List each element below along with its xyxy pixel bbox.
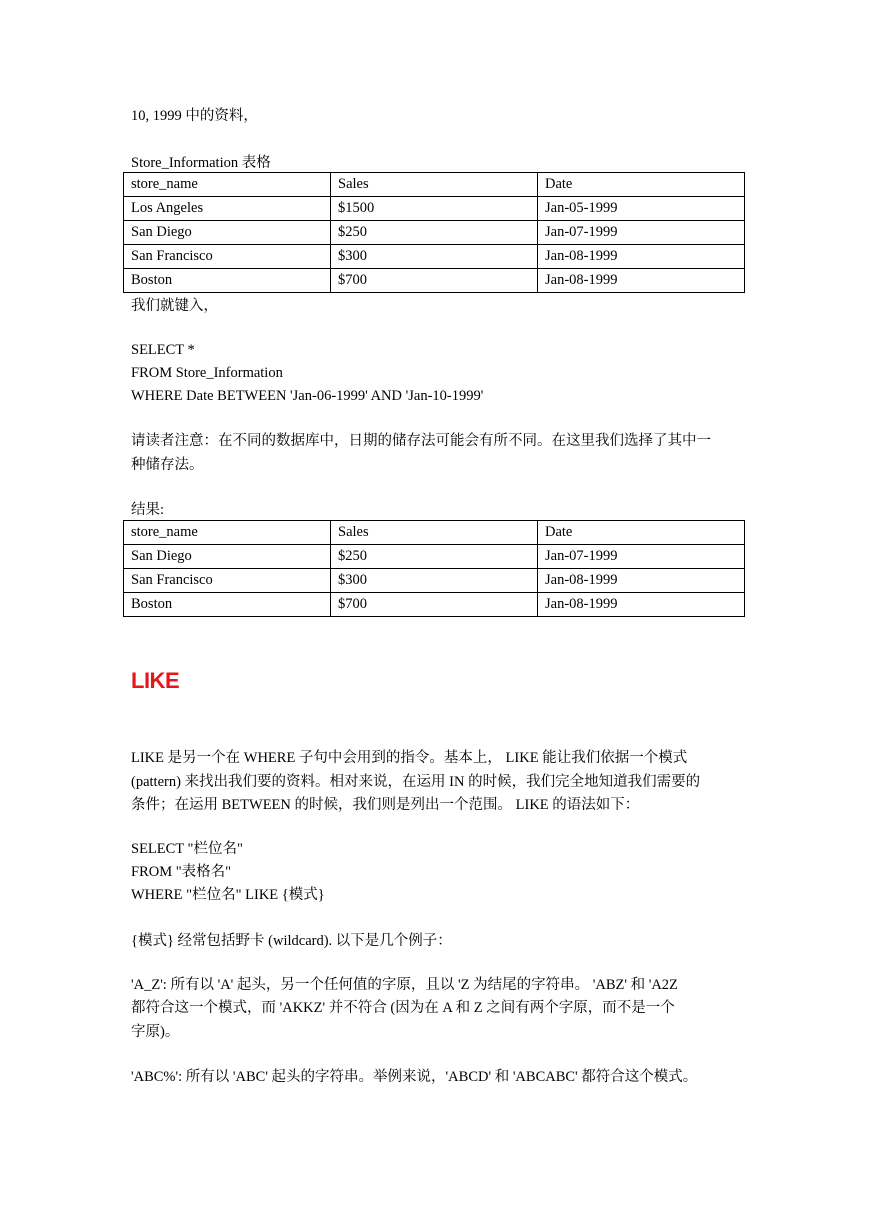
syntax-line: WHERE "栏位名" LIKE {模式} bbox=[131, 887, 325, 903]
table-header-row bbox=[124, 521, 745, 545]
table-cell: $700 bbox=[331, 593, 538, 617]
table-cell: San Diego bbox=[124, 545, 331, 569]
intro-text: 10, 1999 中的资料， bbox=[131, 108, 258, 124]
column-header: Sales bbox=[331, 521, 538, 545]
example-line: 都符合这一个模式，而 'AKKZ' 并不符合 (因为在 A 和 Z 之间有两个字原，而不是一个 bbox=[131, 1000, 675, 1016]
like-section-heading: LIKE bbox=[131, 668, 180, 693]
table-row bbox=[124, 569, 745, 593]
note-line: 请读者注意：在不同的数据库中，日期的储存法可能会有所不同。在这里我们选择了其中一 bbox=[131, 433, 711, 449]
table-cell: $300 bbox=[331, 569, 538, 593]
table-cell: Boston bbox=[124, 269, 331, 293]
syntax-line: FROM "表格名" bbox=[131, 864, 232, 880]
result-table bbox=[123, 520, 745, 617]
paragraph-line: LIKE 是另一个在 WHERE 子句中会用到的指令。基本上， LIKE 能让我们依据一个模式 bbox=[131, 750, 688, 766]
table-cell: San Francisco bbox=[124, 245, 331, 269]
table-cell: Los Angeles bbox=[124, 197, 331, 221]
table-cell: Jan-08-1999 bbox=[538, 569, 745, 593]
query-line: WHERE Date BETWEEN 'Jan-06-1999' AND 'Jan-10-1999' bbox=[131, 388, 484, 404]
table-cell: Boston bbox=[124, 593, 331, 617]
note-line: 种储存法。 bbox=[131, 457, 204, 473]
table-cell: Jan-08-1999 bbox=[538, 593, 745, 617]
table-row bbox=[124, 245, 745, 269]
table-cell: Jan-08-1999 bbox=[538, 269, 745, 293]
wildcard-intro: {模式} 经常包括野卡 (wildcard). 以下是几个例子： bbox=[131, 933, 452, 949]
table-cell: San Diego bbox=[124, 221, 331, 245]
table-cell: $700 bbox=[331, 269, 538, 293]
example-line: 'A_Z': 所有以 'A' 起头，另一个任何值的字原，且以 'Z 为结尾的字符串。 'ABZ' 和 'A2Z bbox=[131, 977, 678, 993]
table1-caption: Store_Information 表格 bbox=[131, 155, 271, 171]
table-cell: Jan-07-1999 bbox=[538, 221, 745, 245]
example-line: 字原)。 bbox=[131, 1024, 180, 1040]
syntax-line: SELECT "栏位名" bbox=[131, 841, 243, 857]
column-header: Date bbox=[538, 521, 745, 545]
table-cell: $300 bbox=[331, 245, 538, 269]
table-cell: Jan-05-1999 bbox=[538, 197, 745, 221]
column-header: Sales bbox=[331, 173, 538, 197]
table-row bbox=[124, 269, 745, 293]
paragraph-line: (pattern) 来找出我们要的资料。相对来说，在运用 IN 的时候，我们完全地知道我们需要的 bbox=[131, 774, 701, 790]
column-header: Date bbox=[538, 173, 745, 197]
table-row bbox=[124, 545, 745, 569]
table-cell: $250 bbox=[331, 545, 538, 569]
store-information-table bbox=[123, 172, 745, 293]
table-cell: Jan-08-1999 bbox=[538, 245, 745, 269]
table-row bbox=[124, 593, 745, 617]
query-line: FROM Store_Information bbox=[131, 365, 283, 381]
table-cell: San Francisco bbox=[124, 569, 331, 593]
table-row bbox=[124, 197, 745, 221]
table-cell: $1500 bbox=[331, 197, 538, 221]
query-line: SELECT * bbox=[131, 342, 195, 358]
table-cell: Jan-07-1999 bbox=[538, 545, 745, 569]
table-header-row bbox=[124, 173, 745, 197]
example-line: 'ABC%': 所有以 'ABC' 起头的字符串。举例来说，'ABCD' 和 'ABCABC' 都符合这个模式。 bbox=[131, 1069, 698, 1085]
table-cell: $250 bbox=[331, 221, 538, 245]
table-row bbox=[124, 221, 745, 245]
result-label: 结果: bbox=[131, 502, 165, 518]
column-header: store_name bbox=[124, 521, 331, 545]
after-table-text: 我们就键入， bbox=[131, 298, 218, 314]
paragraph-line: 条件；在运用 BETWEEN 的时候，我们则是列出一个范围。 LIKE 的语法如下： bbox=[131, 797, 640, 813]
column-header: store_name bbox=[124, 173, 331, 197]
